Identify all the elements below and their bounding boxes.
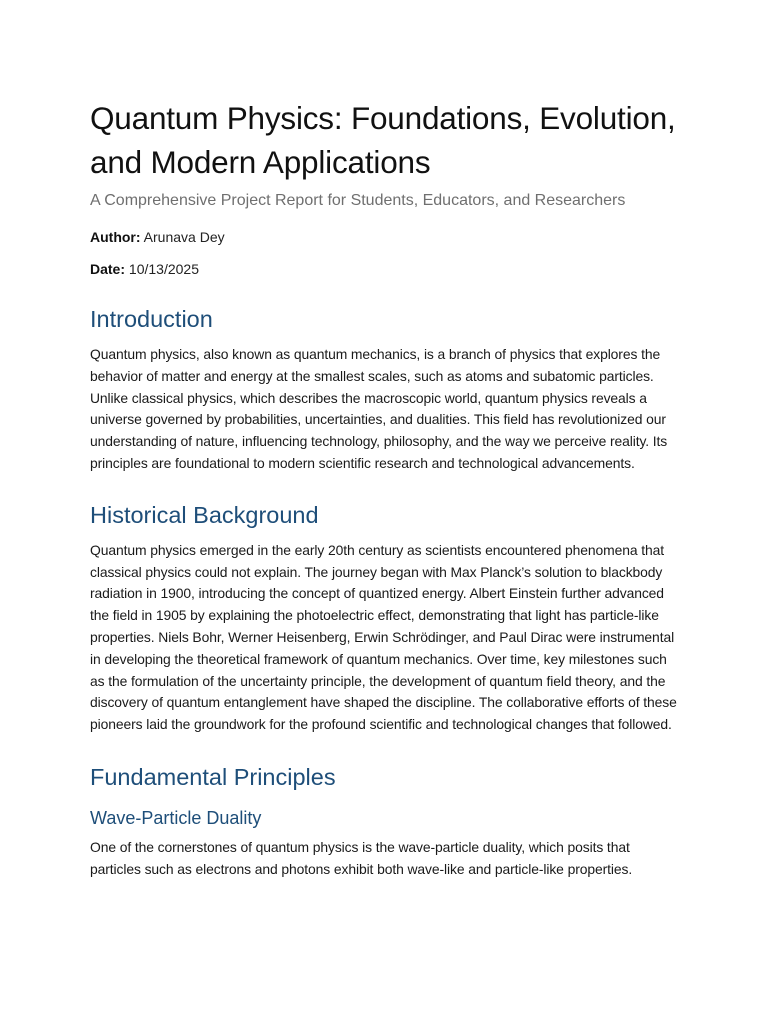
- author-name: Arunava Dey: [143, 229, 225, 245]
- date-line: [90, 260, 682, 278]
- section-text-history: Quantum physics emerged in the early 20th century as scientists encountered phenomena that classical physics could not explain. The journey began with Max Planck’s solution to blackbody radiation in 1900, introducing the concept of quantized energy. Albert Einstein further advanced the field in 1905 by explaining the photoelectric effect, demonstrating that light has particle-like properties. Niels Bohr, Werner Heisenberg, Erwin Schrödinger, and Paul Dirac were instrumental in developing the theoretical framework of quantum mechanics. Over time, key milestones such as the formulation of the uncertainty principle, the development of quantum field theory, and the discovery of quantum entanglement have shaped the discipline. The collaborative efforts of these pioneers laid the groundwork for the profound scientific and technological changes that followed.: [90, 541, 677, 733]
- document-subtitle: A Comprehensive Project Report for Students, Educators, and Researchers: [90, 192, 626, 209]
- subsection-heading-wave-particle: Wave-Particle Duality: [90, 807, 262, 828]
- author-label: Author:: [90, 229, 141, 245]
- section-heading-introduction: Introduction: [90, 306, 213, 332]
- section-text-introduction: Quantum physics, also known as quantum mechanics, is a branch of physics that explores the behavior of matter and energy at the smallest scales, such as atoms and subatomic particles. Unlike classical physics, which describes the macroscopic world, quantum physics reveals a universe governed by probabilities, uncertainties, and dualities. This field has revolutionized our understanding of nature, influencing technology, philosophy, and the way we perceive reality. Its principles are foundational to modern scientific research and technological advancements.: [90, 346, 668, 471]
- date-value: 10/13/2025: [128, 261, 199, 277]
- section-heading-fundamentals: Fundamental Principles: [90, 763, 336, 790]
- document-page: [90, 96, 682, 881]
- document-title: Quantum Physics: Foundations, Evolution, and Modern Applications: [90, 100, 676, 180]
- author-line: [90, 228, 682, 246]
- date-label: Date:: [90, 261, 126, 277]
- section-heading-history: Historical Background: [90, 501, 319, 528]
- subsection-text-wave-particle: One of the cornerstones of quantum physics is the wave-particle duality, which posits that particles such as electrons and photons exhibit both wave-like and particle-like properties.: [90, 838, 633, 877]
